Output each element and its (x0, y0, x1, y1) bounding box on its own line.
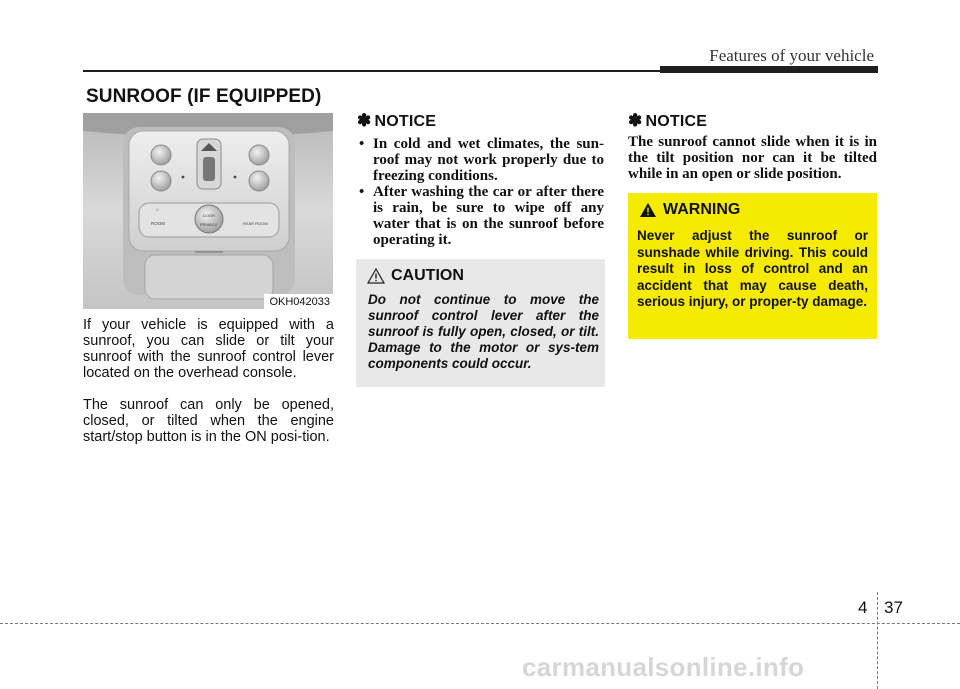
list-item: • In cold and wet climates, the sun-roof may not work properly due to freezing conditions. (357, 136, 604, 184)
privacy-label: PRIVACY (200, 222, 218, 227)
overhead-console-illustration (83, 113, 333, 309)
caution-heading: CAUTION (367, 267, 464, 285)
running-header: Features of your vehicle (709, 46, 874, 65)
chapter-number: 4 (858, 598, 868, 617)
page-number-divider (877, 592, 878, 689)
warning-heading: WARNING (639, 201, 740, 219)
notice-list (357, 136, 604, 248)
notice-text: The sunroof cannot slide when it is in the tilt position nor can it be tilted while in an open or slide position. (628, 134, 877, 182)
notice-icon: ✽ (357, 111, 372, 130)
svg-text:☼: ☼ (155, 207, 160, 213)
list-item: • After washing the car or after there is rain, be sure to wipe off any water that is on the sunroof before operating it. (357, 184, 604, 248)
caution-triangle-icon (367, 268, 385, 284)
page-title: SUNROOF (IF EQUIPPED) (86, 86, 322, 107)
caution-text: Do not continue to move the sunroof control lever after the sunroof is fully open, closed, or tilt. Damage to the motor or sys-tem components could occur. (368, 292, 599, 371)
room-label: ROOM (151, 221, 165, 226)
door-label: DOOR (203, 213, 215, 218)
overhead-console-photo (83, 113, 333, 309)
footer-rule (0, 623, 960, 624)
figure-code: OKH042033 (264, 294, 333, 309)
page-number: 37 (884, 598, 903, 617)
warning-triangle-icon (639, 202, 657, 218)
intro-paragraph: If your vehicle is equipped with a sunroof, you can slide or tilt your sunroof with the sunroof control lever located on the overhead console. (83, 317, 334, 381)
watermark: carmanualsonline.info (522, 652, 805, 682)
warning-box (628, 193, 877, 339)
operation-paragraph: The sunroof can only be opened, closed, or tilted when the engine start/stop button is in the ON posi-tion. (83, 397, 334, 445)
warning-text: Never adjust the sunroof or sunshade while driving. This could result in loss of control and an accident that may cause death, serious injury, or proper-ty damage. (637, 228, 868, 309)
notice-heading: ✽ NOTICE (357, 111, 437, 130)
notice-icon: ✽ (628, 111, 643, 130)
caution-box (356, 259, 605, 387)
notice-heading-2: ✽ NOTICE (628, 111, 708, 130)
header-rule-accent (660, 66, 878, 73)
rear-room-label: REAR ROOM (243, 221, 268, 226)
